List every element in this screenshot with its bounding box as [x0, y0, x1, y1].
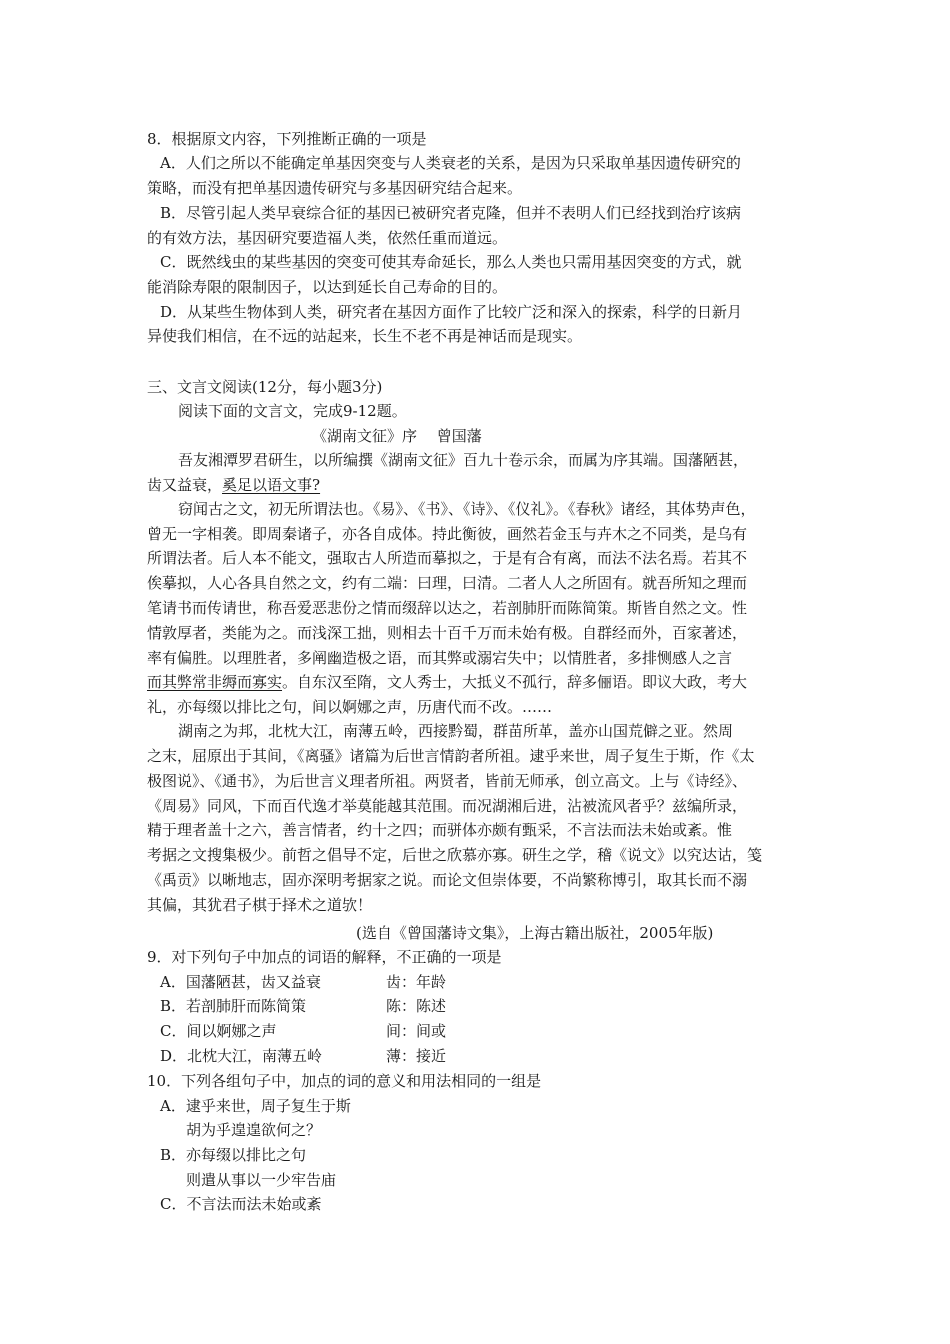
underlined-phrase: 奚足以语文事?	[222, 476, 321, 494]
passage-p2-line1: 窃闻古之文，初无所谓法也。《易》、《书》、《诗》、《仪礼》。《春秋》诸经，其体势声色，	[178, 500, 756, 518]
q9-option-c: C．间以婀娜之声	[160, 1022, 277, 1040]
underlined-phrase: 而其弊常非缛而寡实	[147, 673, 283, 691]
q9-option-c-gloss: 间：间或	[386, 1022, 447, 1040]
passage-p2-line2: 曾无一字相袭。即周秦诸子，亦各自成体。持此衡彼，画然若金玉与卉木之不同类，是乌有	[147, 525, 748, 543]
q10-option-b-line1: B．亦每缀以排比之句	[160, 1146, 307, 1164]
passage-p2-line8: 而其弊常非缛而寡实。自东汉至隋，文人秀士，大抵义不孤行，辞多俪语。即议大政，考大	[147, 673, 748, 691]
q8-option-a-line1: A．人们之所以不能确定单基因突变与人类衰老的关系，是因为只采取单基因遗传研究的	[160, 154, 741, 172]
passage-p1-line2: 齿又益衰，奚足以语文事?	[147, 476, 321, 494]
passage-p3-line2: 之末，屈原出于其间，《离骚》诸篇为后世言情韵者所祖。逮乎来世，周子复生于斯，作《太	[147, 747, 755, 765]
q8-option-a-line2: 策略，而没有把单基因遗传研究与多基因研究结合起来。	[147, 179, 523, 197]
q8-option-d-line2: 异使我们相信，在不远的站起来，长生不老不再是神话而是现实。	[147, 327, 583, 345]
passage-p2-line3: 所谓法者。后人本不能文，强取古人所造而摹拟之，于是有合有离，而法不法名焉。若其不	[147, 549, 748, 567]
q10-option-c-line1: C．不言法而法未始或紊	[160, 1195, 322, 1213]
passage-p2-line5: 笔请书而传请世，称吾爱恶悲份之情而缀辞以达之，若剖肺肝而陈简策。斯皆自然之文。性	[147, 599, 748, 617]
passage-p1-line1: 吾友湘潭罗君研生，以所编撰《湖南文征》百九十卷示余，而属为序其端。国藩陋甚，	[178, 451, 749, 469]
q8-option-d-line1: D．从某些生物体到人类，研究者在基因方面作了比较广泛和深入的探索，科学的日新月	[160, 303, 743, 321]
passage-p3-line1: 湖南之为邦，北枕大江，南薄五岭，西接黔蜀，群苗所革，盖亦山国荒僻之亚。然周	[178, 722, 734, 740]
q10-option-a-line2: 胡为乎遑遑欲何之？	[186, 1121, 322, 1139]
q8-stem: 8．根据原文内容，下列推断正确的一项是	[147, 130, 427, 148]
q9-option-d: D．北枕大江，南薄五岭	[160, 1047, 323, 1065]
passage-p3-line3: 极图说》、《通书》，为后世言义理者所祖。两贤者，皆前无师承，创立高文。上与《诗经》、	[147, 772, 748, 790]
q10-stem: 10．下列各组句子中，加点的词的意义和用法相同的一组是	[147, 1072, 542, 1090]
section-instruction: 阅读下面的文言文，完成9-12题。	[178, 402, 407, 420]
passage-p3-line6: 考据之文搜集极少。前哲之倡导不定，后世之欣慕亦寡。研生之学，稽《说文》以究达诂，笺	[147, 846, 763, 864]
q8-option-c-line2: 能消除寿限的限制因子，以达到延长自己寿命的目的。	[147, 278, 508, 296]
passage-p3-line8: 其偏，其犹君子棋于择术之道欤！	[147, 896, 373, 914]
q9-option-a-gloss: 齿：年龄	[386, 973, 447, 991]
q9-option-b-gloss: 陈：陈述	[386, 997, 447, 1015]
q8-option-b-line2: 的有效方法，基因研究要造福人类，依然任重而道远。	[147, 229, 508, 247]
q8-option-c-line1: C．既然线虫的某些基因的突变可使其寿命延长，那么人类也只需用基因突变的方式，就	[160, 253, 742, 271]
q9-stem: 9．对下列句子中加点的词语的解释，不正确的一项是	[147, 948, 502, 966]
passage-p3-line4: 《周易》同风，下而百代逸才举莫能越其范围。而况湖湘后进，沾被流风者乎？兹编所录，	[147, 797, 748, 815]
passage-p3-line5: 精于理者盖十之六，善言情者，约十之四；而骈体亦颇有甄采，不言法而法未始或紊。惟	[147, 821, 733, 839]
section-heading: 三、文言文阅读(12分，每小题3分)	[147, 378, 383, 396]
passage-title: 《湖南文征》序 曾国藩	[312, 427, 482, 445]
passage-p3-line7: 《禹贡》以晰地志，固亦深明考据家之说。而论文但崇体要，不尚繁称博引，取其长而不溺	[147, 871, 748, 889]
q9-option-d-gloss: 薄：接近	[386, 1047, 447, 1065]
q9-option-b: B．若剖肺肝而陈简策	[160, 997, 307, 1015]
passage-p2-line6: 情敦厚者，类能为之。而浅深工拙，则相去十百千万而未始有极。自群经而外，百家著述，	[147, 624, 748, 642]
passage-p2-line4: 俟摹拟，人心各具自然之文，约有二端：曰理，曰清。二者人人之所固有。就吾所知之理而	[147, 574, 748, 592]
passage-p2-line7: 率有偏胜。以理胜者，多阐幽造极之语，而其弊或溺宕失中；以情胜者，多排恻感人之言	[147, 649, 733, 667]
q10-option-a-line1: A．逮乎来世，周子复生于斯	[160, 1097, 351, 1115]
q9-option-a: A．国藩陋甚，齿又益衰	[160, 973, 321, 991]
q10-option-b-line2: 则遣从事以一少牢告庙	[186, 1171, 337, 1189]
passage-source: (选自《曾国藩诗文集》，上海古籍出版社，2005年版)	[356, 924, 714, 942]
passage-p2-line9: 礼，亦每缀以排比之句，间以婀娜之声，历唐代而不改。……	[147, 698, 553, 716]
q8-option-b-line1: B．尽管引起人类早衰综合征的基因已被研究者克隆，但并不表明人们已经找到治疗该病	[160, 204, 742, 222]
